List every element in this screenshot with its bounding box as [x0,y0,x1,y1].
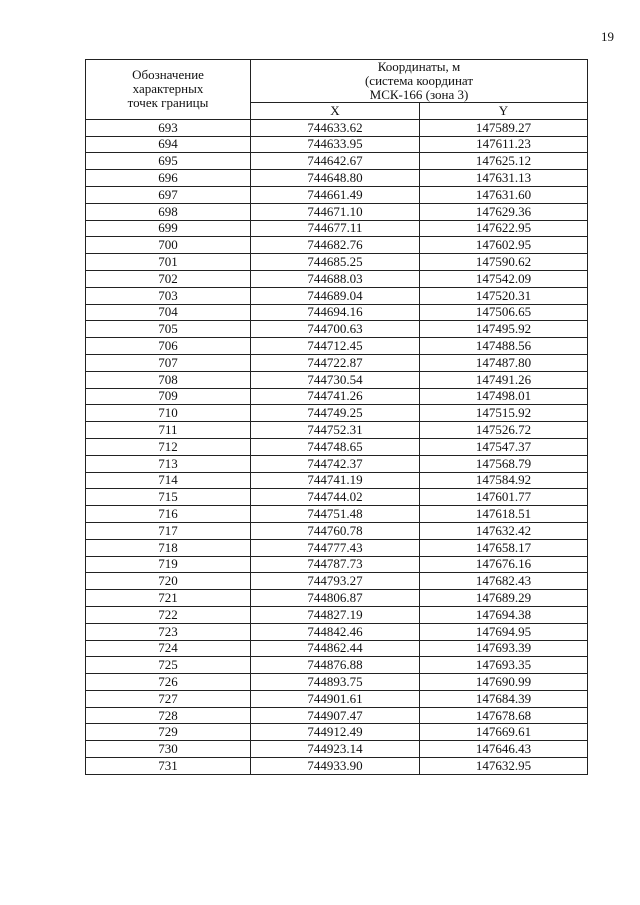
table-row [86,388,588,405]
x-coordinate-cell: 744741.26 [251,388,420,405]
y-coordinate-cell: 147693.39 [420,640,588,657]
header-coords-line-3: МСК-166 (зона 3) [369,87,469,102]
point-number-cell: 719 [86,556,251,573]
table-row [86,506,588,523]
y-coordinate-cell: 147520.31 [420,287,588,304]
y-coordinate-cell: 147646.43 [420,741,588,758]
x-coordinate-cell: 744842.46 [251,623,420,640]
table-row [86,741,588,758]
point-number-cell: 724 [86,640,251,657]
y-coordinate-cell: 147515.92 [420,405,588,422]
header-x: X [251,103,420,120]
x-coordinate-cell: 744923.14 [251,741,420,758]
y-coordinate-cell: 147590.62 [420,254,588,271]
point-number-cell: 731 [86,758,251,775]
x-coordinate-cell: 744787.73 [251,556,420,573]
point-number-cell: 713 [86,455,251,472]
y-coordinate-cell: 147694.95 [420,623,588,640]
x-coordinate-cell: 744749.25 [251,405,420,422]
x-coordinate-cell: 744694.16 [251,304,420,321]
y-coordinate-cell: 147547.37 [420,438,588,455]
header-y: Y [420,103,588,120]
table-row [86,186,588,203]
point-number-cell: 725 [86,657,251,674]
y-coordinate-cell: 147589.27 [420,119,588,136]
table-row [86,522,588,539]
y-coordinate-cell: 147568.79 [420,455,588,472]
point-number-cell: 707 [86,354,251,371]
x-coordinate-cell: 744671.10 [251,203,420,220]
x-coordinate-cell: 744712.45 [251,338,420,355]
x-coordinate-cell: 744827.19 [251,606,420,623]
table-row [86,657,588,674]
point-number-cell: 720 [86,573,251,590]
y-coordinate-cell: 147684.39 [420,690,588,707]
header-point-line-1: Обозначение [132,67,204,83]
y-coordinate-cell: 147629.36 [420,203,588,220]
x-coordinate-cell: 744751.48 [251,506,420,523]
x-coordinate-cell: 744648.80 [251,170,420,187]
table-body [86,119,588,774]
point-number-cell: 698 [86,203,251,220]
y-coordinate-cell: 147694.38 [420,606,588,623]
point-number-cell: 727 [86,690,251,707]
table-row [86,758,588,775]
y-coordinate-cell: 147631.13 [420,170,588,187]
point-number-cell: 709 [86,388,251,405]
x-coordinate-cell: 744661.49 [251,186,420,203]
table-row [86,590,588,607]
point-number-cell: 694 [86,136,251,153]
table-row [86,690,588,707]
table-row [86,539,588,556]
x-coordinate-cell: 744793.27 [251,573,420,590]
point-number-cell: 712 [86,438,251,455]
table-row [86,724,588,741]
x-coordinate-cell: 744642.67 [251,153,420,170]
point-number-cell: 711 [86,422,251,439]
x-coordinate-cell: 744741.19 [251,472,420,489]
table-row [86,405,588,422]
point-number-cell: 693 [86,119,251,136]
y-coordinate-cell: 147676.16 [420,556,588,573]
y-coordinate-cell: 147495.92 [420,321,588,338]
x-coordinate-cell: 744682.76 [251,237,420,254]
point-number-cell: 729 [86,724,251,741]
header-coords-line-1: Координаты, м [377,59,461,74]
point-number-cell: 699 [86,220,251,237]
table-row [86,371,588,388]
point-number-cell: 722 [86,606,251,623]
header-coordinates [251,60,588,103]
x-coordinate-cell: 744722.87 [251,354,420,371]
point-number-cell: 701 [86,254,251,271]
table-row [86,119,588,136]
y-coordinate-cell: 147602.95 [420,237,588,254]
y-coordinate-cell: 147622.95 [420,220,588,237]
x-coordinate-cell: 744633.95 [251,136,420,153]
table-row [86,220,588,237]
point-number-cell: 716 [86,506,251,523]
x-coordinate-cell: 744677.11 [251,220,420,237]
table-row [86,455,588,472]
y-coordinate-cell: 147690.99 [420,674,588,691]
point-number-cell: 708 [86,371,251,388]
table-row [86,438,588,455]
table-row [86,556,588,573]
y-coordinate-cell: 147498.01 [420,388,588,405]
table-row [86,254,588,271]
y-coordinate-cell: 147488.56 [420,338,588,355]
table-row [86,153,588,170]
table-row [86,707,588,724]
coordinates-table [85,59,588,775]
point-number-cell: 702 [86,270,251,287]
x-coordinate-cell: 744907.47 [251,707,420,724]
x-coordinate-cell: 744876.88 [251,657,420,674]
table-row [86,170,588,187]
header-point-line-3: точек границы [127,95,209,111]
y-coordinate-cell: 147491.26 [420,371,588,388]
table-header [86,60,588,120]
x-coordinate-cell: 744688.03 [251,270,420,287]
x-coordinate-cell: 744689.04 [251,287,420,304]
point-number-cell: 704 [86,304,251,321]
point-number-cell: 723 [86,623,251,640]
point-number-cell: 697 [86,186,251,203]
y-coordinate-cell: 147632.95 [420,758,588,775]
table-row [86,287,588,304]
y-coordinate-cell: 147618.51 [420,506,588,523]
point-number-cell: 726 [86,674,251,691]
x-coordinate-cell: 744730.54 [251,371,420,388]
table-row [86,640,588,657]
x-coordinate-cell: 744685.25 [251,254,420,271]
table-row [86,422,588,439]
table-row [86,237,588,254]
point-number-cell: 721 [86,590,251,607]
header-coords-line-2: (система координат [364,73,474,88]
x-coordinate-cell: 744742.37 [251,455,420,472]
point-number-cell: 717 [86,522,251,539]
x-coordinate-cell: 744912.49 [251,724,420,741]
table-row [86,472,588,489]
point-number-cell: 728 [86,707,251,724]
y-coordinate-cell: 147689.29 [420,590,588,607]
y-coordinate-cell: 147631.60 [420,186,588,203]
point-number-cell: 715 [86,489,251,506]
point-number-cell: 718 [86,539,251,556]
point-number-cell: 703 [86,287,251,304]
y-coordinate-cell: 147487.80 [420,354,588,371]
point-number-cell: 696 [86,170,251,187]
y-coordinate-cell: 147678.68 [420,707,588,724]
table-row [86,623,588,640]
y-coordinate-cell: 147625.12 [420,153,588,170]
point-number-cell: 714 [86,472,251,489]
y-coordinate-cell: 147584.92 [420,472,588,489]
point-number-cell: 695 [86,153,251,170]
page-number: 19 [601,29,614,44]
y-coordinate-cell: 147682.43 [420,573,588,590]
x-coordinate-cell: 744760.78 [251,522,420,539]
table-row [86,270,588,287]
table-row [86,304,588,321]
y-coordinate-cell: 147658.17 [420,539,588,556]
x-coordinate-cell: 744862.44 [251,640,420,657]
point-number-cell: 705 [86,321,251,338]
table-row [86,321,588,338]
table-row [86,606,588,623]
x-coordinate-cell: 744901.61 [251,690,420,707]
table-row [86,674,588,691]
header-point-designation [86,60,251,120]
point-number-cell: 706 [86,338,251,355]
y-coordinate-cell: 147526.72 [420,422,588,439]
table-row [86,136,588,153]
header-point-line-2: характерных [132,81,204,97]
y-coordinate-cell: 147506.65 [420,304,588,321]
table-row [86,338,588,355]
point-number-cell: 730 [86,741,251,758]
y-coordinate-cell: 147601.77 [420,489,588,506]
table-row [86,203,588,220]
x-coordinate-cell: 744700.63 [251,321,420,338]
x-coordinate-cell: 744752.31 [251,422,420,439]
x-coordinate-cell: 744777.43 [251,539,420,556]
y-coordinate-cell: 147632.42 [420,522,588,539]
header-row-main [86,60,588,103]
table-row [86,573,588,590]
y-coordinate-cell: 147542.09 [420,270,588,287]
table-row [86,354,588,371]
y-coordinate-cell: 147693.35 [420,657,588,674]
point-number-cell: 700 [86,237,251,254]
table-row [86,489,588,506]
x-coordinate-cell: 744744.02 [251,489,420,506]
y-coordinate-cell: 147669.61 [420,724,588,741]
y-coordinate-cell: 147611.23 [420,136,588,153]
x-coordinate-cell: 744633.62 [251,119,420,136]
x-coordinate-cell: 744933.90 [251,758,420,775]
point-number-cell: 710 [86,405,251,422]
x-coordinate-cell: 744893.75 [251,674,420,691]
x-coordinate-cell: 744806.87 [251,590,420,607]
x-coordinate-cell: 744748.65 [251,438,420,455]
